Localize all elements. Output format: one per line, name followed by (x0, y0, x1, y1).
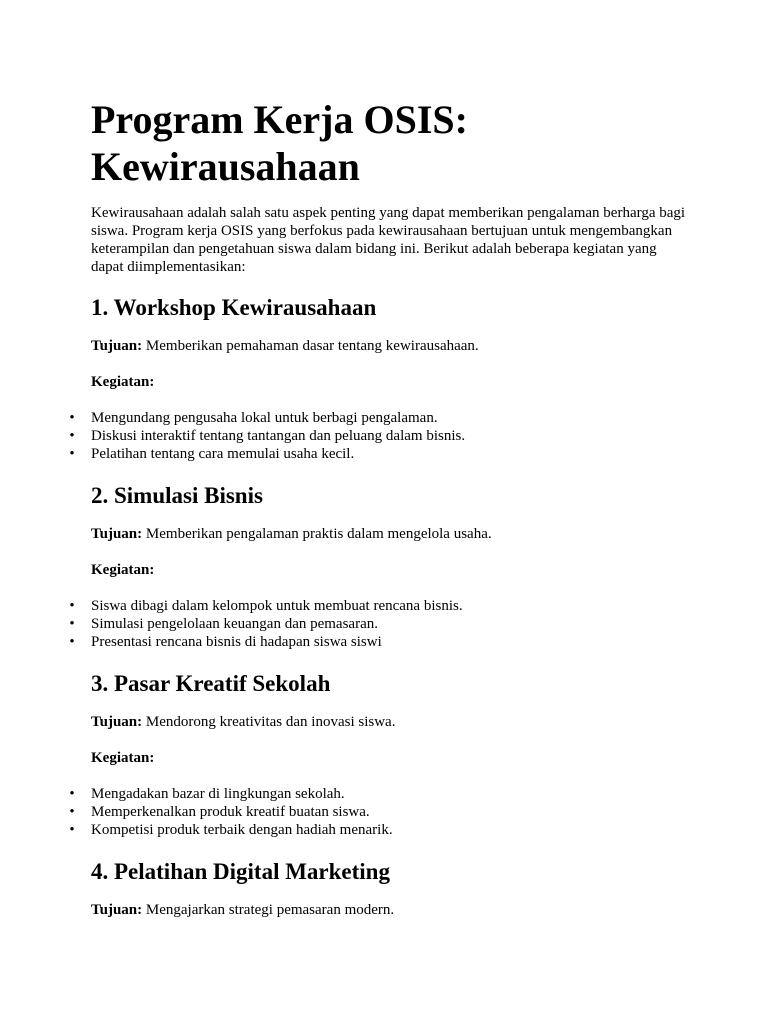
list-item (69, 409, 691, 427)
list-item (69, 597, 691, 615)
list-item (69, 633, 691, 651)
goal-label: Tujuan: (91, 338, 143, 354)
page-title (91, 96, 691, 190)
activities-label: Kegiatan: (91, 374, 155, 390)
list-item (69, 803, 691, 821)
section-goal (91, 901, 691, 919)
activities-list (69, 597, 691, 651)
list-item (69, 445, 691, 463)
list-item-text: Mengadakan bazar di lingkungan sekolah. (91, 786, 345, 802)
list-item (69, 427, 691, 445)
goal-label: Tujuan: (91, 902, 143, 918)
list-item-text: Simulasi pengelolaan keuangan dan pemasaran. (91, 616, 378, 632)
section-simulasi-bisnis (69, 481, 691, 651)
activities-label: Kegiatan: (91, 562, 155, 578)
bullet-icon: • (69, 804, 75, 820)
list-item-text: Pelatihan tentang cara memulai usaha kecil. (91, 446, 355, 462)
list-item-text: Kompetisi produk terbaik dengan hadiah menarik. (91, 822, 393, 838)
section-workshop (69, 293, 691, 463)
section-heading: 3. Pasar Kreatif Sekolah (91, 671, 331, 696)
goal-label: Tujuan: (91, 714, 143, 730)
section-heading: 1. Workshop Kewirausahaan (91, 295, 377, 320)
activities-list (69, 785, 691, 839)
list-item-text: Diskusi interaktif tentang tantangan dan peluang dalam bisnis. (91, 428, 466, 444)
section-goal (91, 337, 691, 355)
list-item (69, 615, 691, 633)
goal-text: Mengajarkan strategi pemasaran modern. (142, 902, 395, 918)
goal-text: Memberikan pengalaman praktis dalam mengelola usaha. (142, 526, 492, 542)
goal-label: Tujuan: (91, 526, 143, 542)
bullet-icon: • (69, 598, 75, 614)
section-digital-marketing (91, 857, 691, 919)
activities-label: Kegiatan: (91, 750, 155, 766)
section-goal (91, 525, 691, 543)
bullet-icon: • (69, 410, 75, 426)
bullet-icon: • (69, 446, 75, 462)
section-pasar-kreatif (69, 669, 691, 839)
list-item-text: Siswa dibagi dalam kelompok untuk membuat rencana bisnis. (91, 598, 463, 614)
section-heading: 4. Pelatihan Digital Marketing (91, 859, 390, 884)
page-title-line-1: Program Kerja OSIS: (91, 97, 468, 142)
bullet-icon: • (69, 822, 75, 838)
bullet-icon: • (69, 616, 75, 632)
list-item (69, 785, 691, 803)
section-goal (91, 713, 691, 731)
list-item-text: Mengundang pengusaha lokal untuk berbagi pengalaman. (91, 410, 438, 426)
list-item (69, 821, 691, 839)
goal-text: Mendorong kreativitas dan inovasi siswa. (142, 714, 396, 730)
intro-paragraph: Kewirausahaan adalah salah satu aspek penting yang dapat memberikan pengalaman berharga bagi siswa. Program kerja OSIS yang berfokus pada kewirausahaan bertujuan untuk mengembangkan keterampilan dan pengetahuan siswa dalam bidang ini. Berikut adalah beberapa kegiatan yang dapat diimplementasikan: (91, 205, 686, 275)
section-heading: 2. Simulasi Bisnis (91, 483, 263, 508)
bullet-icon: • (69, 428, 75, 444)
document-page (69, 96, 691, 937)
list-item-text: Presentasi rencana bisnis di hadapan siswa siswi (91, 634, 382, 650)
activities-list (69, 409, 691, 463)
page-title-line-2: Kewirausahaan (91, 144, 360, 189)
bullet-icon: • (69, 634, 75, 650)
bullet-icon: • (69, 786, 75, 802)
list-item-text: Memperkenalkan produk kreatif buatan siswa. (91, 804, 370, 820)
goal-text: Memberikan pemahaman dasar tentang kewirausahaan. (142, 338, 479, 354)
